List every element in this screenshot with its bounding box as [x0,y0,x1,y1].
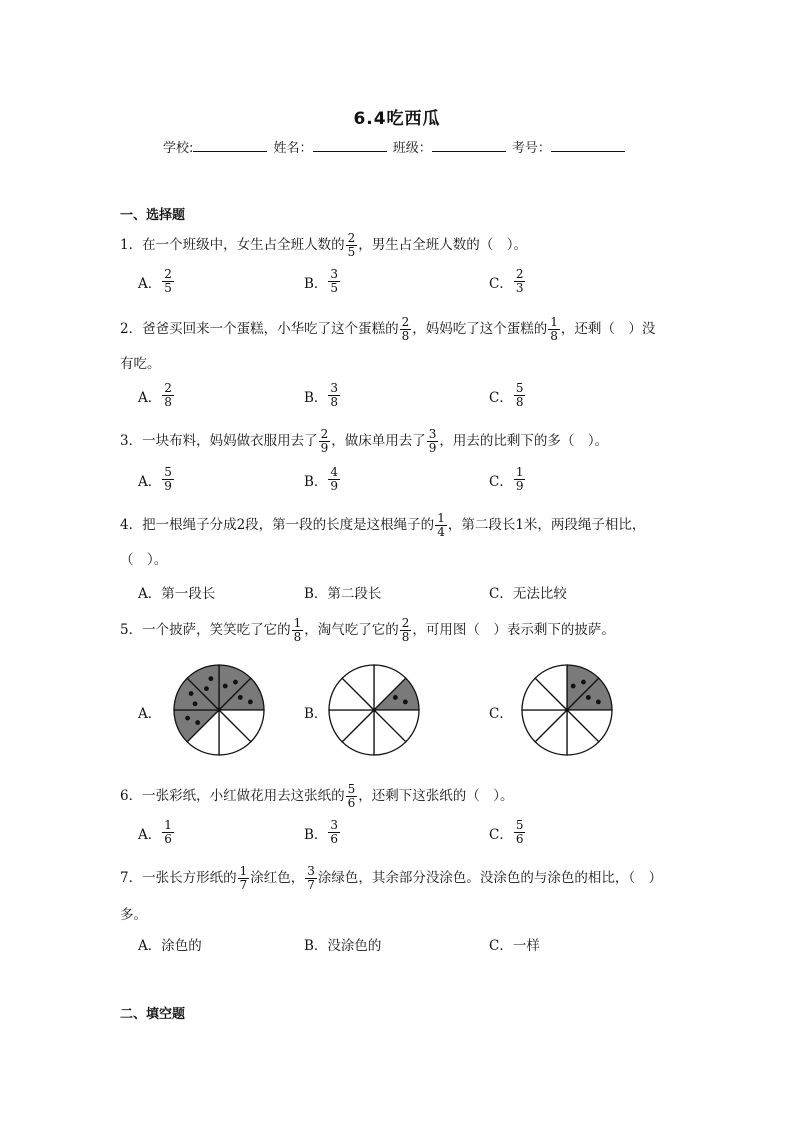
topping-dot [223,684,228,689]
q1-option-c[interactable]: C． $\frac{2}{3}$ [489,267,524,295]
topping-dot [596,699,601,704]
school-label: 学校: [163,141,194,156]
topping-dot [204,686,209,691]
question-2: 2．爸爸买回来一个蛋糕，小华吃了这个蛋糕的 $\frac{2}{8}$ ，妈妈吃了这个蛋糕的 $\frac{1}{8}$ ，还剩（ ）没 [120,315,656,343]
name-label: 姓名： [273,141,313,156]
topping-dot [571,684,576,689]
q2-option-a[interactable]: A． $\frac{2}{8}$ [138,381,172,409]
topping-dot [233,680,238,685]
q3-option-c[interactable]: C． $\frac{1}{9}$ [489,465,524,493]
name-blank[interactable] [313,141,387,152]
q5-option-a[interactable]: A． [138,706,162,722]
topping-dot [586,695,591,700]
topping-dot [185,716,190,721]
q2-option-c[interactable]: C． $\frac{5}{8}$ [489,381,524,409]
q4-option-a[interactable]: A．第一段长 [138,586,216,602]
fraction: $\frac{2}{5}$ [347,231,356,259]
topping-dot [403,699,408,704]
topping-dot [248,699,253,704]
q6-option-b[interactable]: B． $\frac{3}{6}$ [304,818,339,846]
q5-option-c[interactable]: C． [489,706,513,722]
page-title: 6.4吃西瓜 [353,109,441,129]
q2-option-b[interactable]: B． $\frac{3}{8}$ [304,381,339,409]
pizza-diagram-a[interactable] [172,663,266,757]
topping-dot [208,676,213,681]
exam-no-blank[interactable] [551,141,625,152]
section-choice-heading: 一、选择题 [120,208,186,223]
q4-option-b[interactable]: B．第二段长 [304,586,382,602]
exam-no-label: 考号： [511,141,551,156]
pizza-diagram-c[interactable] [520,663,614,757]
question-4-line2: （ ）。 [120,552,168,568]
section-fill-heading: 二、填空题 [120,1007,186,1022]
topping-dot [238,695,243,700]
q4-option-c[interactable]: C．无法比较 [489,586,567,602]
topping-dot [193,701,198,706]
q7-option-b[interactable]: B．没涂色的 [304,938,382,954]
question-7: 7．一张长方形纸的 $\frac{1}{7}$ 涂红色， $\frac{3}{7}$ 涂绿色，其余部分没涂色。没涂色的与涂色的相比，（ ） [120,864,663,892]
topping-dot [189,691,194,696]
question-5: 5．一个披萨，笑笑吃了它的 $\frac{1}{8}$ ，淘气吃了它的 $\frac{2}{8}$ ，可用图（ ）表示剩下的披萨。 [120,616,615,644]
class-label: 班级： [392,141,432,156]
q5-option-b[interactable]: B． [304,706,328,722]
question-2-line2: 有吃。 [120,356,161,372]
question-1: 1．在一个班级中，女生占全班人数的 $\frac{2}{5}$ ，男生占全班人数的（ ）。 [120,231,527,259]
school-blank[interactable] [193,141,267,152]
q6-option-a[interactable]: A． $\frac{1}{6}$ [138,818,172,846]
q7-option-c[interactable]: C．一样 [489,938,540,954]
question-6: 6．一张彩纸，小红做花用去这张纸的 $\frac{5}{6}$ ，还剩下这张纸的（ ）。 [120,782,514,810]
question-7-line2: 多。 [120,907,147,923]
q6-option-c[interactable]: C． $\frac{5}{6}$ [489,818,524,846]
topping-dot [393,695,398,700]
student-info [163,137,627,156]
q3-option-b[interactable]: B． $\frac{4}{9}$ [304,465,339,493]
pizza-diagram-b[interactable] [327,663,421,757]
q1-option-a[interactable]: A． $\frac{2}{5}$ [138,267,172,295]
question-3: 3．一块布料，妈妈做衣服用去了 $\frac{2}{9}$ ，做床单用去了 $\frac{3}{9}$ ，用去的比剩下的多（ ）。 [120,427,609,455]
question-4: 4．把一根绳子分成2段，第一段的长度是这根绳子的 $\frac{1}{4}$ ，第二段长1米，两段绳子相比， [120,511,646,539]
topping-dot [581,680,586,685]
class-blank[interactable] [432,141,506,152]
q1-option-b[interactable]: B． $\frac{3}{5}$ [304,267,339,295]
topping-dot [195,720,200,725]
q7-option-a[interactable]: A．涂色的 [138,938,202,954]
q3-option-a[interactable]: A． $\frac{5}{9}$ [138,465,172,493]
